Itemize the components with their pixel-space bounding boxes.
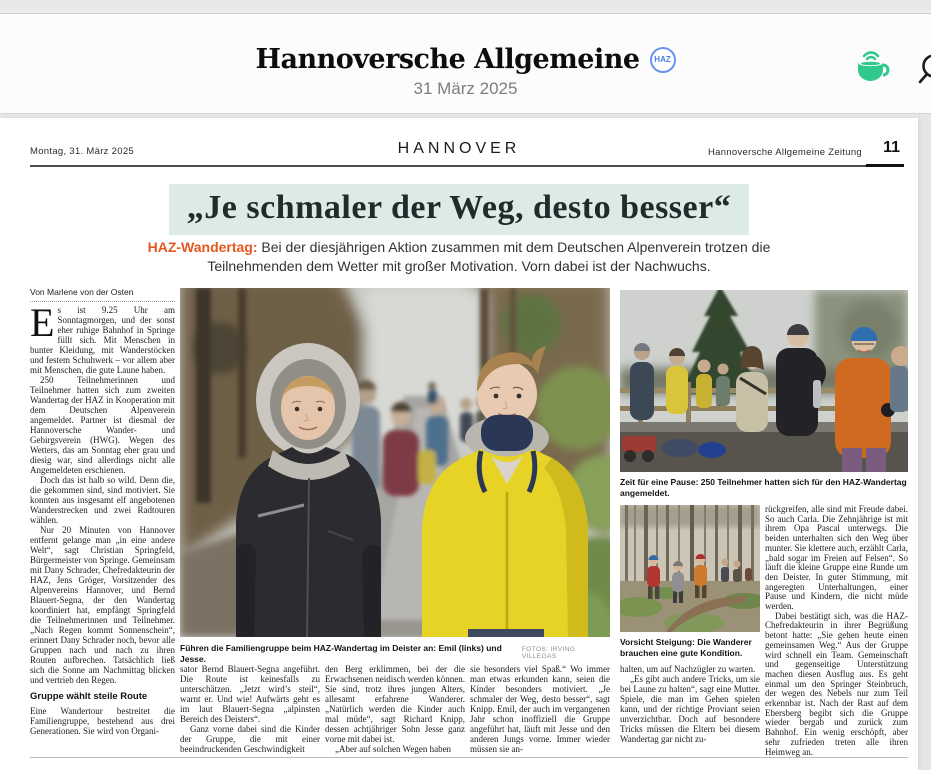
haz-badge[interactable]: HAZ: [650, 47, 676, 73]
edition-date: 31 März 2025: [413, 79, 518, 98]
paragraph: Ganz vorne dabei sind die Kinder der Gruppe, die mit einer beeindruckenden Geschwindigkeit: [180, 724, 320, 754]
article-bottom-rule: [30, 757, 908, 758]
byline: Von Marlene von der Osten: [30, 287, 175, 302]
paragraph: „Es gibt auch andere Tricks, um sie bei Laune zu halten“, sagt eine Mutter. Spiele, die man im Gehen spielen kann, und der richtige Proviant seien unverzichtbar. Doch auf besondere Tricks müssen die Eltern bei diesem Wandertag gar nicht zu-: [620, 674, 760, 744]
main-photo-hiking-kids: [180, 288, 610, 637]
pause-photo-caption: Zeit für eine Pause: 250 Teilnehmer hatten sich für den HAZ-Wandertag angemeldet.: [620, 477, 907, 498]
article-subhead-text: Bei der diesjährigen Aktion zusammen mit dem Deutschen Alpenverein trotzen die Teilnehmenden dem Wetter mit großer Motivation. Vorn dabei ist der Nachwuchs.: [207, 239, 771, 274]
masthead-row: [0, 44, 931, 75]
section-title: HANNOVER: [397, 140, 521, 157]
paragraph: Dabei bestätigt sich, was die HAZ-Chefredakteurin in ihrer Begrüßung betont hatte: „Sie gehen heute einen gemeinsamen Weg.“ Aus der Gruppe wird schnell ein Team. Gemeinschaft und gegenseitige Unterstützung machen diesen Ausflug aus. Es geht einmal um den Springer Steinbruch, der wegen des Nebels nur zum Teil erkennbar ist. Nach der Rast auf dem Ebersberg begibt sich die Gruppe wieder bergab und zurück zum Bahnhof. Ein wenig erschöpft, aber sehr zufrieden treten alle ihren Heimweg an.: [765, 610, 908, 757]
header-divider: [0, 113, 931, 114]
headline-wrap: [0, 184, 918, 235]
main-photo-caption: Führen die Familiengruppe beim HAZ-Wandertag im Deister an: Emil (links) und Jesse.: [180, 643, 502, 664]
page-number-rule: [866, 164, 904, 167]
text-column-5: [620, 664, 760, 757]
article-headline: „Je schmaler der Weg, desto besser“: [169, 184, 749, 235]
paragraph: sie besonders viel Spaß.“ Wo immer man etwas erkunden kann, seien die Kinder besonders motiviert. „Je schmaler der Weg, desto besser“, sagt Knipp. Emil, der auch im vergangenen Jahr schon inoffiziell die Gruppe angeführt hat, läuft mit Jesse und den anderen Jungs vorne. Immer wieder müssen sie an-: [470, 664, 610, 754]
crosshead: Gruppe wählt steile Route: [30, 691, 148, 702]
search-button[interactable]: [916, 52, 931, 86]
coffee-menu-button[interactable]: [850, 46, 892, 88]
trail-photo: [620, 505, 760, 632]
paragraph: halten, um auf Nachzügler zu warten.: [620, 664, 756, 674]
paragraph: „Aber auf solchen Wegen haben: [335, 744, 452, 754]
text-column-1: [30, 305, 175, 757]
masthead-logo[interactable]: Hannoversche Allgemeine: [255, 44, 640, 75]
page-number: 11: [883, 139, 900, 156]
coffee-cup-icon: [850, 46, 892, 88]
paragraph: rückgreifen, alle sind mit Freude dabei. So auch Carla. Die Zehnjährige ist mit ihrem Opa Pascal unterwegs. Die beiden unterhalten sich den Weg über munter. Sie klettere auch, erzählt Carla, „bald sogar im Freien auf Felsen“. So läuft die kleine Gruppe eine Runde um den Deister. In guter Stimmung, mit angeregten Unterhaltungen, einer Pause und Kindern, die nicht müde werden.: [765, 505, 908, 612]
paragraph: Es ist 9.25 Uhr am Sonntagmorgen, und der sonst eher ruhige Bahnhof in Springe füllt sich. Mit Menschen in bunter Kleidung, mit Wanderstöcken und festem Schuhwerk – vor allem aber mit Menschen, die gute Laune haben.: [30, 305, 175, 375]
text-column-4: [470, 664, 610, 757]
pause-photo: [620, 290, 908, 472]
photo-credit: FOTOS: IRVING VILLEGAS: [521, 646, 576, 660]
trail-photo-caption: Vorsicht Steigung: Die Wanderer brauchen eine gute Kondition.: [620, 637, 752, 658]
paragraph: sator Bernd Blauert-Segna angeführt. Die Route ist keinesfalls zu unterschätzen. „Jetzt wird’s steil“, warnt er. Und wie! Aufwärts geht es im laut Blauert-Segna „alpinsten Bereich des Deisters“.: [180, 664, 320, 724]
page-gutter: [918, 114, 931, 770]
drop-cap: E: [30, 305, 55, 345]
paragraph: Eine Wandertour bestreitet die Familiengruppe, bestehend aus drei Generationen. Sie wird von Organi-: [30, 706, 175, 736]
header-rule: [30, 165, 888, 167]
search-icon: [916, 52, 931, 86]
paragraph: Nur 20 Minuten von Hannover entfernt gelange man „in eine andere Welt“, sagt Christian Springfeld, Bürgermeister von Springe. Gemeinsam mit Dany Schrader, Chefredakteurin der HAZ, Jens Gröger, Vorsitzender des Alpenvereins Hannover, und Bernd Blauert-Segna, der den Wandertag koordiniert hat, empfängt Springfeld die Teilnehmerinnen und Teilnehmer. „Nach Regen kommt Sonnenschein“, erinnert Dany Schrader noch, bevor alle Gruppen nach und nach zu ihren Routen aufbrechen. Tatsächlich ließ sich die Sonne am Nachmittag blicken und vertrieb den Regen.: [30, 525, 175, 685]
paragraph: den Berg erklimmen, bei der die Erwachsenen neidisch werden können. Sie sind, trotz ihres jungen Alters, allesamt erfahrene Wanderer. „Natürlich werden die Kinder auch mal müde“, sagt Richard Knipp, dessen achtjähriger Sohn Jesse ganz vorne mit dabei ist.: [325, 664, 465, 744]
main-caption-row: [180, 643, 610, 665]
paragraph: Doch das ist halb so wild. Denn die, die gekommen sind, sind motiviert. Sie konnten aus insgesamt elf angebotenen Wanderstrecken und zwei Radtouren wählen.: [30, 475, 175, 525]
article-subhead: [139, 238, 779, 276]
text-column-6: [765, 505, 908, 757]
paper-name: Hannoversche Allgemeine Zeitung: [708, 147, 862, 158]
text-column-3: [325, 664, 465, 757]
browser-top-bar: [0, 0, 931, 10]
article-kicker: HAZ-Wandertag:: [147, 239, 258, 255]
page-date-line: Montag, 31. März 2025: [30, 146, 134, 157]
newspaper-page: [0, 118, 918, 770]
paragraph: 250 Teilnehmerinnen und Teilnehmer hatten sich zum zweiten Wandertag der HAZ in Kooperation mit dem Deutschen Alpenverein angemeldet. Partner ist diesmal der Hannoversche Wander- und Gebirgsverein (HWG). Wegen des Wetters, das am Sonntag eher grau und diesig war, sind allerdings nicht alle Angemeldeten erschienen.: [30, 375, 175, 475]
text-column-2: [180, 664, 320, 757]
